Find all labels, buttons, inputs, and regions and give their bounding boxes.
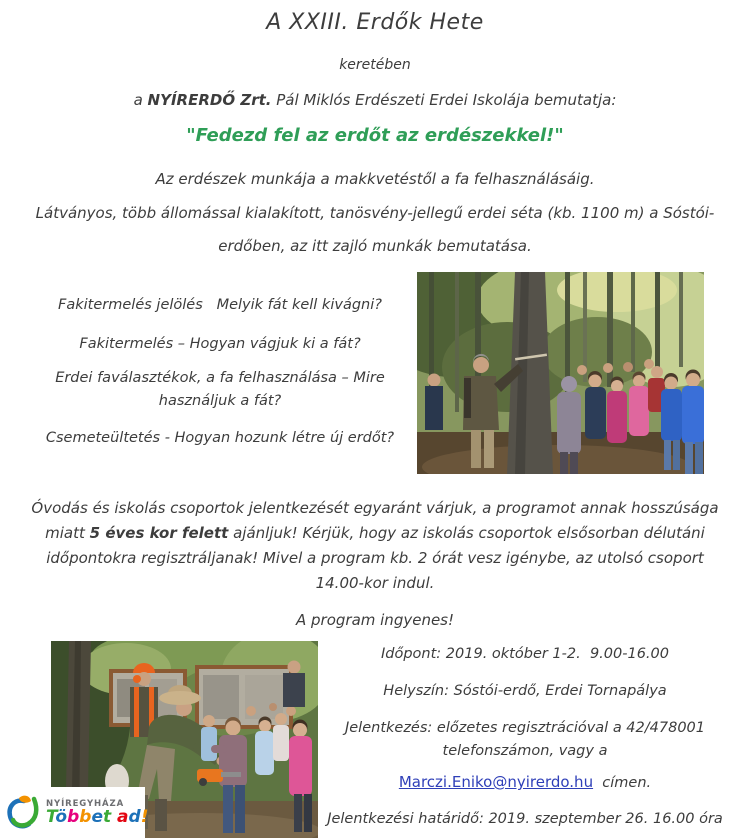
registration-line-2 bbox=[0, 524, 750, 543]
registration-line-1: Óvodás és iskolás csoportok jelentkezését egyaránt várjuk, a programot annak hosszúsága bbox=[31, 499, 719, 517]
logo-letter: a bbox=[117, 806, 129, 827]
logo-letter: ! bbox=[140, 806, 149, 827]
question-logging: Fakitermelés – Hogyan vágjuk ki a fát? bbox=[79, 336, 361, 352]
email-line bbox=[300, 773, 750, 792]
event-location: Helyszín: Sóstói-erdő, Erdei Tornapálya bbox=[383, 683, 667, 699]
logo-letter: e bbox=[91, 806, 103, 827]
page-title: A XXIII. Erdők Hete bbox=[266, 10, 484, 35]
age-limit: 5 éves kor felett bbox=[89, 524, 229, 542]
reg-pre: miatt bbox=[45, 524, 90, 542]
subtitle: keretében bbox=[339, 57, 411, 73]
question-tree-marking: Fakitermelés jelölés Melyik fát kell kivágni? bbox=[58, 297, 382, 313]
reg-post: ajánljuk! Kérjük, hogy az iskolás csoportok elsősorban délutáni bbox=[228, 524, 705, 542]
question-wood-use-2: használjuk a fát? bbox=[158, 393, 282, 409]
presenter-line bbox=[0, 91, 750, 110]
org-name: NYÍRERDŐ Zrt. bbox=[147, 91, 272, 109]
deadline-line: Jelentkezési határidő: 2019. szeptember 26. 16.00 óra bbox=[327, 811, 723, 827]
photo-forest-lecture-image bbox=[417, 272, 704, 474]
apply-line-2: telefonszámon, vagy a bbox=[442, 743, 608, 759]
logo-letter: b bbox=[67, 806, 80, 827]
logo-letter: b bbox=[79, 806, 92, 827]
registration-line-3: időpontokra regisztráljanak! Mivel a program kb. 2 órát vesz igénybe, az utolsó csoport bbox=[46, 549, 704, 567]
presenter-pre: a bbox=[133, 91, 148, 109]
tulip-icon bbox=[4, 793, 44, 833]
photo-forest-lecture bbox=[417, 272, 704, 474]
event-date: Időpont: 2019. október 1-2. 9.00-16.00 bbox=[381, 646, 669, 662]
logo-city-name: NYÍREGYHÁZA bbox=[46, 798, 125, 809]
apply-line-1: Jelentkezés: előzetes regisztrációval a 42/478001 bbox=[344, 720, 705, 736]
question-wood-use-1: Erdei faválasztékok, a fa felhasználása – Mire bbox=[55, 370, 385, 386]
intro-line-1: Az erdészek munkája a makkvetéstől a fa felhasználásáig. bbox=[155, 170, 595, 188]
question-planting: Csemeteültetés - Hogyan hozunk létre új erdőt? bbox=[45, 430, 395, 446]
presenter-post: Pál Miklós Erdészeti Erdei Iskolája bemutatja: bbox=[271, 91, 617, 109]
program-slogan: "Fedezd fel az erdőt az erdészekkel!" bbox=[186, 125, 564, 146]
free-program-line: A program ingyenes! bbox=[295, 611, 455, 629]
logo-letter: ö bbox=[55, 806, 68, 827]
logo-slogan bbox=[46, 806, 149, 827]
email-post: címen. bbox=[593, 775, 652, 791]
logo-letter: d bbox=[128, 806, 141, 827]
logo-letter: T bbox=[46, 806, 56, 827]
logo-letter: t bbox=[102, 806, 112, 827]
registration-line-4: 14.00-kor indul. bbox=[315, 574, 435, 592]
intro-line-2a: Látványos, több állomással kialakított, tanösvény-jellegű erdei séta (kb. 1100 m) a Sóstói- bbox=[35, 204, 715, 222]
intro-line-2b: erdőben, az itt zajló munkák bemutatása. bbox=[218, 237, 532, 255]
city-logo bbox=[0, 787, 149, 838]
logo-text bbox=[46, 799, 148, 827]
email-link[interactable]: Marczi.Eniko@nyirerdo.hu bbox=[398, 773, 594, 791]
